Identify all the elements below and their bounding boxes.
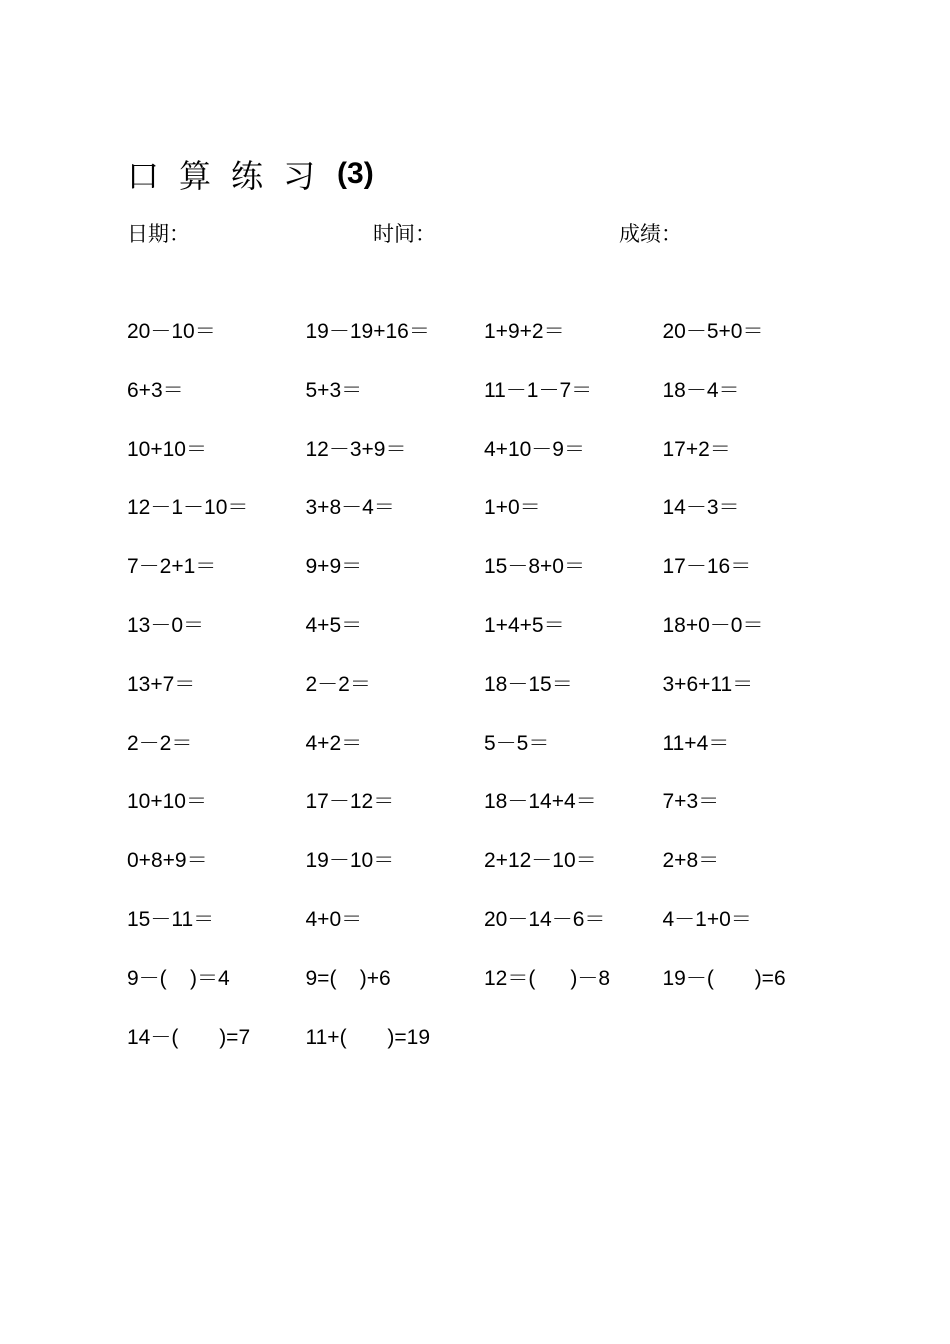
problem-grid [127, 316, 847, 1080]
problem [663, 1022, 842, 1081]
title-number: (3) [337, 157, 374, 190]
problem: 19－( )=6 [662, 966, 786, 990]
problem: 19－19+16＝ [305, 320, 430, 343]
problem: 10+10＝ [127, 790, 207, 814]
problem: 15－11＝ [127, 907, 215, 931]
score-label: 成绩： [619, 222, 682, 246]
problem: 13+7＝ [127, 672, 196, 696]
problem: 4+0＝ [305, 907, 363, 931]
problem: 15－8+0＝ [484, 555, 585, 579]
problem: 17+2＝ [662, 437, 731, 461]
problem: 18－4＝ [662, 378, 740, 402]
problem: 17－16＝ [662, 555, 752, 579]
problem-row [127, 1022, 847, 1081]
problem-row [127, 904, 847, 963]
problem: 12－1－10＝ [127, 496, 249, 520]
problem: 19－10＝ [305, 849, 395, 873]
problem-row [127, 610, 847, 669]
problem-row [127, 963, 847, 1022]
problem: 2－2＝ [127, 731, 193, 755]
problem-row [127, 551, 847, 610]
problem: 0+8+9＝ [127, 849, 208, 873]
problem: 4－1+0＝ [662, 907, 752, 931]
problem: 9+9＝ [305, 555, 363, 579]
worksheet-title [127, 150, 374, 198]
date-label: 日期： [127, 222, 190, 246]
problem: 13－0＝ [127, 613, 205, 637]
problem: 7－2+1＝ [127, 555, 217, 579]
problem: 11+( )=19 [305, 1025, 431, 1049]
problem: 1+9+2＝ [484, 320, 565, 343]
problem: 14－( )=7 [127, 1025, 251, 1049]
problem: 5+3＝ [305, 378, 363, 402]
problem: 11+4＝ [662, 731, 730, 755]
problem: 20－14－6＝ [484, 907, 606, 931]
problem: 18+0－0＝ [662, 613, 764, 637]
problem: 9=( )+6 [305, 966, 391, 990]
problem: 4+5＝ [305, 613, 363, 637]
problem-row [127, 786, 847, 845]
problem: 14－3＝ [662, 496, 740, 520]
problem-row [127, 434, 847, 493]
problem: 4+2＝ [305, 731, 363, 755]
problem: 20－10＝ [127, 320, 216, 343]
problem: 2+8＝ [662, 849, 720, 873]
problem: 17－12＝ [305, 790, 395, 814]
problem-row [127, 375, 847, 434]
problem: 1+4+5＝ [484, 613, 565, 637]
time-label: 时间： [373, 222, 436, 246]
problem: 3+8－4＝ [305, 496, 395, 520]
problem: 5－5＝ [484, 731, 550, 755]
problem [484, 1022, 663, 1081]
title-chinese: 口算练习 [127, 157, 336, 195]
problem: 18－14+4＝ [484, 790, 597, 814]
problem-row [127, 728, 847, 787]
problem-row [127, 316, 847, 375]
problem: 12＝( )－8 [484, 966, 611, 990]
problem: 11－1－7＝ [484, 378, 593, 402]
problem: 6+3＝ [127, 378, 184, 402]
problem: 4+10－9＝ [484, 437, 585, 461]
problem: 18－15＝ [484, 672, 573, 696]
problem: 10+10＝ [127, 437, 207, 461]
problem-row [127, 669, 847, 728]
problem: 1+0＝ [484, 496, 541, 520]
problem-row [127, 492, 847, 551]
problem: 2+12－10＝ [484, 849, 597, 873]
problem: 7+3＝ [662, 790, 720, 814]
problem: 20－5+0＝ [662, 320, 764, 343]
problem: 12－3+9＝ [305, 437, 407, 461]
problem: 3+6+11＝ [662, 672, 754, 696]
problem: 2－2＝ [305, 672, 371, 696]
problem: 9－( )＝4 [127, 966, 230, 990]
problem-row [127, 845, 847, 904]
